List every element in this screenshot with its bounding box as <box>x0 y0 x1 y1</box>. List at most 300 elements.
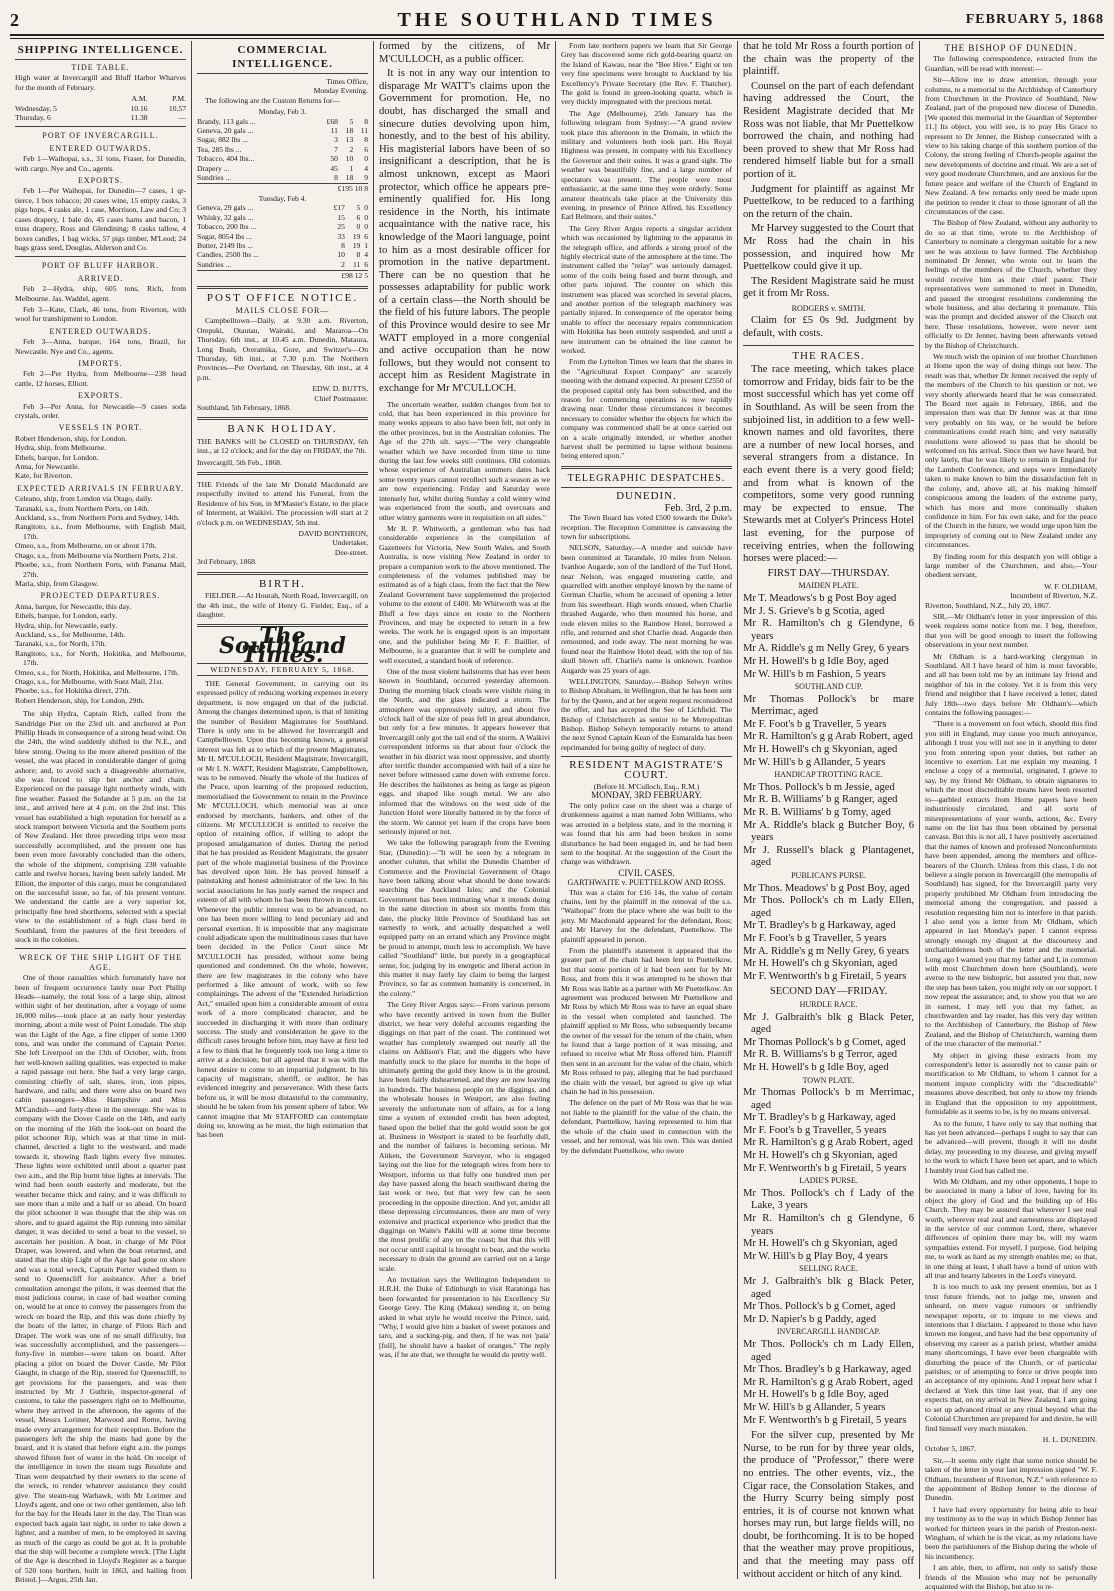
item: Tobacco, 200 lbs ... <box>197 222 257 232</box>
race-entry: Mr T. Meadows's b g Post Boy aged <box>743 592 897 604</box>
race-entry: Mr R. B. Williams' b g Tomy, aged <box>743 807 891 819</box>
race-entry: Mr Thos. Pollock's b g Comet, aged <box>743 1301 896 1313</box>
signature: EDW. D. BUTTS, <box>312 384 368 394</box>
pounds: 7 <box>334 144 338 154</box>
section-subtitle: VESSELS IN PORT. <box>58 423 143 433</box>
item: Geneva, 20 gals ... <box>197 126 254 136</box>
divider <box>197 572 368 575</box>
race-entries <box>743 593 914 681</box>
shillings: 13 <box>345 135 354 145</box>
article-paragraph: From late northern papers we learn that Sir George Grey has discovered some rich gold-bearing quartz on the Island of Kawau, near the "Bee Hive." Eight or ten very fine specimens were brought to Auckland by his Excellency's Private Secretary (the Rev. F. Thatcher). The gold is found in green-looking quartz, which is very thickly impregnated with the precious metal. <box>561 41 732 107</box>
section-subtitle: IMPORTS. <box>78 358 123 368</box>
column-editorial-notes <box>374 41 556 1579</box>
list-item: Robert Henderson, ship, for London, 29th. <box>15 695 145 705</box>
birth-title: BIRTH. <box>258 577 307 590</box>
bank-holiday-title: BANK HOLIDAY. <box>227 423 338 436</box>
section-title: PORT OF INVERCARGILL. <box>42 131 159 141</box>
article-paragraph: From the Lyttelton Times we learn that the shares in the "Agricultural Export Company" are scarcely meeting with the demand expected. At present £2550 of the proposed capital only has been subscribed, and the reason for commencing operations is now rapidly drawing near. Under these circumstances it becomes necessary to consider whether the objects for which the company was commenced shall be at once carried out on a scale originally intended, or whether another harvest shall be permitted to lapse without business being entered upon." <box>561 357 732 461</box>
list-item: Omeo, s.s., from Melbourne, on or about 17th. <box>15 541 157 551</box>
race-entry: Mr R. Hamilton's g g Arab Robert, aged <box>743 1376 913 1388</box>
list-item: Ethels, barque, for London. <box>15 452 99 462</box>
dateline-city: DUNEDIN. <box>616 490 677 503</box>
letter-paragraph: SIR,—Mr Oldham's letter in your impression of this week requires some notice from me. I beg, therefore, that you will be good enough to insert the following observations in your next number. <box>925 611 1097 650</box>
race-entry: Mr Thomas Pollock's br mare Merrimac, aged <box>743 693 914 718</box>
divider <box>15 126 186 127</box>
race-entry: Mr J. S. Grieve's b g Scotia, aged <box>743 605 885 617</box>
case-title: GARTHWAITE v. PUETTELKOW AND ROSS. <box>567 878 726 888</box>
section-subtitle: EXPORTS. <box>77 391 124 401</box>
letter-paragraph: I have had every opportunity for being able to bear my testimony as to the way in which Bishop Jenner has worked for thirteen years in the parish of Preston-next-Wingham, of which he is the vicar, as my relations have been the parishioners of the Bishop during the whole of his incumbency. <box>925 1504 1097 1561</box>
race-day: SECOND DAY—FRIDAY. <box>769 986 888 998</box>
wreck-title: WRECK OF THE SHIP LIGHT OF THE AGE. <box>18 953 183 972</box>
signature-title: Incumbent of Riverton, N.Z. <box>1010 591 1097 601</box>
letter-date: October 5, 1867. <box>925 1444 977 1454</box>
table-row <box>197 222 368 231</box>
letter-paragraph: The following correspondence, extracted from the Guardian, will be read with interest:— <box>925 54 1097 73</box>
race-entry: Mr R. Hamilton's ch g Glendyne, 6 years <box>743 618 914 642</box>
race-entry: Mr F. Foot's b g Traveller, 5 years <box>743 1124 887 1136</box>
section-subtitle: EXPORTS. <box>77 176 124 186</box>
letter-paragraph: I am able, then, to affirm, not only to satisfy those friends of the Mission who may not be personally acquainted with the Bishop, but also to re- <box>925 1563 1097 1591</box>
returns-total: £98 12 5 <box>197 270 368 280</box>
shillings: 5 <box>356 203 361 213</box>
shipping-entry: Feb 3—Anna, barque, 164 tons, Brazil, for Newcastle. Nye and Co., agents. <box>15 337 186 356</box>
list-item: Maria, ship, from Glasgow. <box>15 578 99 588</box>
article-paragraph: An invitation says the Wellington Independent to H.R.H. the Duke of Edinburgh to visit Raratonga has been forwarded for presentation to his Excellency Sir George Grey. The King (Makea) sending it, on being asked in what style he would receive the Prince, said, "Why, I would give him a basket of sweet potatoes and taro, and a sucking-pig, and then, if he was not 'paia' [full], he should have a basket of oranges." The reply was, if he ate that, we thought he would do pretty well. <box>379 1275 550 1360</box>
race-entry: Mr Thos. Pollock's ch m Lady Ellen, aged <box>743 895 914 919</box>
table-row <box>197 164 368 173</box>
divider <box>197 417 368 420</box>
returns-day: Tuesday, Feb 4. <box>258 193 307 203</box>
letter-paragraph: As to the future, I have only to say that nothing that has yet been advanced—perhaps I ought to say that can be advanced—will prevent, though it will no doubt delay, my proceeding to my diocese, and giving myself to the work to which I have been set apart, and to which I humbly trust God has called me. <box>925 1118 1097 1175</box>
race-entry: Mr R. Hamilton's ch g Glendyne, 6 years <box>743 1213 914 1237</box>
pence: 0 <box>364 203 368 213</box>
item: Tobacco, 404 lbs... <box>197 154 255 164</box>
court-text: Claim for £5 0s 9d. Judgment by default, with costs. <box>743 315 914 340</box>
letter-paragraph: Mr Oldham is a hard-working clergyman in Southland. All I have heard of him is most favorable, and all has been told me by an intimate lay friend and neighbor of his in the colony. Yet it is from this very friend and neighbor that I have received a letter, dated July 18th—two days before Mr Oldham's—which contains the following passages:— <box>925 651 1097 718</box>
race-entry: Mr F. Wentworth's b g Firetail, 5 years <box>743 1414 907 1426</box>
pounds: 45 <box>330 163 338 173</box>
pence: 6 <box>364 144 368 154</box>
court-text: This was a claim for £16 14s, the value of certain chains, lent by the plaintiff in the removal of the s.s. "Waihopai" from the place where she was built to the jetty. Mr Macdonald appeared for the defendant, Ross; and Mr Harvey for the defendant, Puettelkow. The plaintiff appeared in person. <box>561 887 732 944</box>
dateline-date: Feb. 3rd, 2 p.m. <box>664 502 732 514</box>
masthead <box>10 8 1104 36</box>
table-row <box>197 135 368 144</box>
table-row <box>197 117 368 126</box>
list-item: Otago, s.s., from Melbourne via Northern Ports, 21st. <box>15 550 178 560</box>
court-title: RESIDENT MAGISTRATE'S COURT. <box>569 759 724 781</box>
letter-date: Riverton, Southland, N.Z., July 20, 1867. <box>925 600 1051 610</box>
race-entry: Mr F. Foot's b g Traveller, 5 years <box>743 932 887 944</box>
signature: DAVID BONTHRON, <box>298 529 368 539</box>
shillings: 19 <box>352 231 361 241</box>
race-entry: Mr Thos. Pollock's ch f Lady of the Lake, 3 years <box>743 1187 914 1212</box>
tide-row <box>15 104 186 113</box>
office-line: Times Office, <box>326 77 368 86</box>
letter-paragraph: My object in giving these extracts from my correspondent's letter is assuredly not to cause pain or mortification to Mr Oldham, to whom I cannot for a moment impute complicity with the "discreditable" measures above described, but only to show my friends in England that the opposition to my appointment, formidable as it seems to be, is by no means universal. <box>925 1050 1097 1117</box>
race-entry: Mr H. Howell's b g Idle Boy, aged <box>743 655 889 667</box>
section-subtitle: ENTERED OUTWARDS. <box>49 143 152 153</box>
race-name: INVERCARGILL HANDICAP. <box>776 1327 881 1337</box>
signature-address: Dee-street. <box>334 547 368 557</box>
race-entry: Mr A. Riddle's black g Butcher Boy, 6 years <box>743 819 914 844</box>
race-entries <box>743 1188 914 1264</box>
article-paragraph: Mr R. P. Whitworth, a gentleman who has had considerable experience in the compilation of Gazetteers for Victoria, New South Wales, and South Australia, is now visiting New Zealand in order to prepare a companion work to the above mentioned. The completeness of the volumes published may be estimated as of a high class, from the fact that the New Zealand Government have supplemented the projected volume to the extent of £400. Mr Whitworth was at the Bluff a few days since en route to the Northern Provinces, and may be expected to return in a few weeks. The work he is engaged upon is an important one, and the publisher being Mr F. F. Baillier, of Melbourne, is a guarantee that it will be complete and well executed, a standard book of reference. <box>379 523 550 665</box>
item: Whisky, 32 gals ... <box>197 212 254 222</box>
pence: 4 <box>364 250 368 260</box>
signature-title: Chief Postmaster. <box>314 393 368 403</box>
race-entry: Mr H. Howell's ch g Skyonian, aged <box>743 744 898 756</box>
court-text: Judgment for plaintiff as against Mr Puettelkow, to be reduced to a farthing on the return of the chain. <box>743 183 914 220</box>
table-row <box>197 241 368 250</box>
list-item: Anna, for Newcastle. <box>15 462 80 472</box>
race-entry: Mr Thos. Pollock's ch m Lady Ellen, aged <box>743 1338 914 1363</box>
shipping-entry: Feb 3—Per Anna, for Newcastle—9 cases soda crystals, order. <box>15 401 186 420</box>
list-item: Robert Henderson, ship, for London. <box>15 433 127 443</box>
race-name: HURDLE RACE. <box>799 999 858 1009</box>
pence: 9 <box>364 173 368 183</box>
office-time: Monday Evening. <box>313 86 368 96</box>
race-entry: Mr W. Hill's b m Fashion, 5 years <box>743 668 886 680</box>
pounds: 3 <box>334 135 338 145</box>
columns <box>10 41 1104 1591</box>
race-entry: Mr J. Russell's black g Plantagenet, aged <box>743 844 914 869</box>
shillings: 1 <box>349 163 354 173</box>
race-entry: Mr F. Wentworth's b g Firetail, 5 years <box>743 970 907 982</box>
article-paragraph: The Grey River Argus reports a singular accident which was occasioned by lightning to the apparatus in the telegraph office, and affords a strong proof of the highly electrical state of the atmosphere at the time. The instrument called the "relay" was seriously damaged, some of the coils being fused and burnt through, and other parts injured. The counter on which this instrument was placed was scorched in several places, and another portion of the telegraph machinery was partially injured. In consequence of the operator being unable to effect the necessary repairs communication with Hokitika has been entirely suspended, and until a new instrument can be obtained the line cannot be worked. <box>561 223 732 355</box>
vessel-list <box>15 434 186 481</box>
issue-date: FEBRUARY 5, 1868 <box>965 12 1104 27</box>
commercial-heading: COMMERCIAL INTELLIGENCE. <box>197 41 368 74</box>
race-entry: Mr H. Howell's ch g Skyonian, aged <box>743 1238 898 1250</box>
race-entry: Mr Thos. Meadows' b g Post Boy, aged <box>743 882 910 894</box>
pence: 0 <box>364 212 368 222</box>
divider <box>15 948 186 949</box>
pounds: 2 <box>341 259 345 269</box>
returns-total: £195 10 8 <box>197 183 368 193</box>
pence: 4 <box>364 163 368 173</box>
birth-notice: FIELDER.—At Hourah, North Road, Invercargill, on the 4th inst., the wife of Henry G. Fielder, Esq., of a daughter. <box>197 591 368 619</box>
newspaper-title: THE SOUTHLAND TIMES <box>397 9 717 31</box>
divider <box>197 472 368 475</box>
hydra-article: The ship Hydra, Captain Rich, called from the Sandridge Pier on the 23rd ult. and anchored at Port Phillip Heads in consequence of a strong head wind. On the 24th, the wind suddenly shifted to the N.E., and blew strong. Owing to the more altered position of the vessel, she was placed in considerable danger of going ashore; and, to avoid such a disagreeable alternative, she was forced to slip her anchor and chain. Experienced on the passage light northerly winds, with fine weather. Passed the Solander at 5 p.m. on the 1st inst., and arrived here at 4 p.m. on the 2nd inst. This vessel has established a high reputation for herself as a stock transport between Victoria and the Southern ports of New Zealand. Her three preceding trips were most successfully accomplished, and the present one has been even more favorably concluded than the others, the whole of the shipment, comprising 238 valuable cattle and twelve horses, having been safely landed. Mr Elliott, the importer of this cargo, must be congratulated on the successful issue, so far, of his present venture. We understand the cattle are a very superior lot, principally fine bred shorthorns, selected with a special view to the establishment of a high class herd in Southland, from the pastures of the first breeders of stock in the colonies. <box>15 709 186 944</box>
table-row <box>197 203 368 212</box>
table-row <box>197 213 368 222</box>
list-item: Auckland, s.s., for Melbourne, 14th. <box>15 629 126 639</box>
projected-list <box>15 602 186 705</box>
tide-note: High water at Invercargill and Bluff Harbor Wharves for the month of February. <box>15 73 186 92</box>
column-commercial <box>192 41 374 1579</box>
signature-title: Undertaker, <box>332 538 368 548</box>
list-item: Phoebe, s.s., for Hokitika direct, 27th. <box>15 686 131 696</box>
section-subtitle: ENTERED OUTWARDS. <box>49 326 152 336</box>
pence: 0 <box>364 154 368 164</box>
divider <box>561 487 732 488</box>
letter-paragraph: It is too much to ask my present enemies, but as I trust future friends, not to judge me, unseen and unheard, on mere vague rumours or unfriendly newspaper reports, or to impute to me views and intentions that I disclaim. I appeared to those who have known me longest, and have had the best opportunity of observing my career as a parish priest, whether amidst many shortcomings, I have ever been chargeable with disturbing the peace of the Church, or of particular parishes; or of attempting to force or drive people into an acceptance of my opinions. And I repeat here what I declared at York this time last year, that if any one expects that, on my arrival in New Zealand, I am going to set up advanced ritual or any ritual beyond what the Colonial Churchmen are prepared for and desire, he will find himself very much mistaken. <box>925 1282 1097 1433</box>
pounds: 10 <box>337 250 345 260</box>
article-paragraph: The Grey River Argus says:—From various persons who have recently arrived in town from the Buller district, we hear very doleful accounts regarding the diggings on that part of the coast. The continued wet weather has completely swamped out nearly all the claims on Addison's Flat; and the diggers who have manfully stuck to the place for months in the hope of ultimately getting the gold they know is in the ground, have been fairly disheartened, and they are now leaving in hundreds. The business people on the diggings, and the wholesale houses in Westport, are also feeling severely the unfortunate turn of affairs, as for a long time a system of extended credit has been adopted, based upon the belief that the gold would soon be got at. Business in Westport is stated to be fearfully dull, and the number of failures is becoming serious. Mr Aitken, the Government Surveyor, who is engaged laying out the line for the telegraph wires from here to Westport, informs us that fully one hundred men per day have passed along the beach southward during the last week or two, but that very few can be seen proceeding in the opposite direction. And yet, amidst all these depressing circumstances, there are men of very extensive and practical experience who predict that the diggings on Waite's Pakihi will at some time become the most prolific of any on the coast; but that this will not occur until capital is brought to bear, and the works necessary to drain the ground are carried out on a large scale. <box>379 1000 550 1273</box>
tide-day: Thursday, 6 <box>15 113 51 123</box>
section-subtitle: ARRIVED. <box>77 273 124 283</box>
article-paragraph: formed by the citizens, of Mr M'CULLOCH, as a public officer. <box>379 41 550 65</box>
race-entry: Mr R. Hamilton's g g Arab Robert, aged <box>743 1137 913 1149</box>
shipping-entry: Feb 2—Hydra, ship, 605 tons, Rich, from Melbourne. Jas. Waddel, agent. <box>15 284 186 303</box>
shillings: 8 <box>356 250 361 260</box>
bank-holiday-notice: THE BANKS will be CLOSED on THURSDAY, 6th inst., at 12 o'clock; and for the day on FRIDAY, the 7th. <box>197 436 368 456</box>
article-paragraph: We take the following paragraph from the Evening Star, (Dunedin):—"It will be seen by a telegram in another column, that whilst the Dunedin Chamber of Commerce and the Provincial Government of Otago have been talking about what should be done towards searching the Auckland Isles; and the Colonial Government has been intimating what it intends doing in the same direction in about six months from this date, the plucky little Province of Southland has set earnestly to work, and actually despatched a well equipped party on an errand which any Province might be proud to attempt, much less to accomplish. We have called "Southland" little, but purely in a geographical sense, for, judging by its energetic and liberal action in this matter it may fairly lay claim to being the largest Province, so far as common humanity is concerned, in the colony." <box>379 838 550 998</box>
editorial-flag: The Southland Times. <box>219 623 346 669</box>
race-entry: Mr F. Foot's b g Traveller, 5 years <box>743 718 887 730</box>
article-paragraph: One of the most violent hailstorms that has ever been known in Southland, occurred yesterday afternoon. During the morning black clouds were visible rising in the North, and the glass indicated a storm. The atmosphere was oppressively sultry, and about five o'clock hail of the size of peas fell in great abundance, but only for a few minutes. It appears however that Invercargill only got the tail end of the storm. A Waikivi correspondent informs us that about four o'clock the weather in his district was most oppressive, and shortly after terrific thunder accompanied with hail of a size he never before witnessed came down with extreme force. He describes the hailstones as being as large as pigeon eggs, and shaped like rough metal. We are also informed that the windows on the west side of the Junction Hotel were literally battered in by the force of the storm. We cannot yet learn if the crops have been seriously injured or not. <box>379 667 550 836</box>
race-entry: Mr W. Hill's b g Allander, 5 years <box>743 756 886 768</box>
race-entry: Mr W. Hill's b g Play Boy, 4 years <box>743 1250 888 1262</box>
tide-pm: 10.57 <box>168 103 186 113</box>
column-news <box>556 41 738 1579</box>
shillings: 2 <box>349 144 354 154</box>
races-closing: For the silver cup, presented by Mr Nurse, to be run for by three year olds, the produce of "Professor," there were no entries. The other events, viz., the Cigar race, the Consolation Stakes, and the Hurry Scurry being simply post entries, it is of course not known what horses may run, but large fields will, no doubt, be forthcoming. It is to be hoped that the weather may prove propitious, and that the meeting may pass off without accident or hitch of any kind. <box>743 1430 914 1580</box>
race-name: SOUTHLAND CUP. <box>794 682 863 692</box>
tide-am: 10.16 <box>130 103 148 113</box>
pounds: 25 <box>337 222 345 232</box>
race-entry: Mr A. Riddle's g m Nelly Grey, 6 years <box>743 643 909 655</box>
court-before: (Before H. M'Culloch, Esq., R.M.) <box>593 782 700 792</box>
bishop-heading: THE BISHOP OF DUNEDIN. <box>944 43 1078 53</box>
pounds: 8 <box>341 240 345 250</box>
race-entry: Mr Thomas Pollock's b m Merrimac, aged <box>743 1087 914 1111</box>
pence: 8 <box>364 135 368 145</box>
shillings: 11 <box>352 259 361 269</box>
races-title: THE RACES. <box>792 349 865 362</box>
race-entries <box>743 1276 914 1326</box>
telegraphic-title: TELEGRAPHIC DESPATCHES. <box>567 472 726 484</box>
civil-cases: CIVIL CASES. <box>618 867 675 878</box>
shipping-entry: Feb 3—Kate, Clark, 46 tons, from Riverton, with wool for transhipment to London. <box>15 304 186 324</box>
item: Sugar, 882 lbs ... <box>197 135 248 145</box>
editorial-date: WEDNESDAY, FEBRUARY 5, 1868. <box>197 663 368 676</box>
list-item: Auckland, s.s., from Northern Ports and Sydney, 14th. <box>15 513 180 523</box>
pounds: 33 <box>337 231 345 241</box>
item: Candles, 2500 lbs ... <box>197 250 259 260</box>
section-title: PORT OF BLUFF HARBOR. <box>41 261 160 271</box>
returns-day: Monday, Feb 3. <box>258 107 307 117</box>
shillings: 0 <box>356 222 361 232</box>
funeral-notice: THE Friends of the late Mr Donald Macdonald are respectfully invited to attend his Funeral, from the Residence of his Son, in M'Master's Estate, to the place of Interment, at Waikivi. The procession will start at 2 o'clock p.m. on WEDNESDAY, 5th inst. <box>197 480 368 527</box>
masthead-rule <box>10 38 1104 39</box>
shipping-entry: Feb 1—Per Waihopai, for Dunedin—7 cases, 1 qr-tierce, 1 box tobacco; 20 cases wine, 15 empty casks, 3 pigs hops, 4 casks ale, 1 case, Morrison, Law and Co; 3 cases drapery, 1 bale do, 45 cases hams and bacon, 1 truss drapery, Ross and Glendining; 8 casks tallow, 4 boxes candles, 1 bag wicks, 57 pigs timber, M'Leod; 24 bags grass seed, Douglas, Alderson and Co. <box>15 186 186 252</box>
expected-list <box>15 494 186 588</box>
letter-paragraph: Sir—Allow me to draw attention, through your columns, to a memorial to the Archbishop of Canterbury from Churchmen in the Province of Southland, New Zealand, part of the proposed new diocese of Dunedin. [We quoted this memorial in the Guardian of September 11.] Its object, you will see, is to pray His Grace to represent to Dr Jenner, the Bishop consecrated with a view to his taking charge of this southern portion of the Colony, the strong feeling of Church-people against the new developments of doctrine and ritual. We are a set of very good moderate Churchmen, and are anxious for the future peace and welfare of the Church of England in New Zealand. A few remarks only need be made upon the petition to render it clear to those ignorant of all the circumstances of the case. <box>925 75 1097 216</box>
shipping-entry: Feb 2—Per Hydra, from Melbourne—238 head cattle, 12 horses, Elliott. <box>15 369 186 388</box>
case-title: RODGERS v. SMITH. <box>791 303 866 313</box>
race-entry: Mr J. Galbraith's blk g Black Peter, aged <box>743 1276 914 1300</box>
race-entry: Mr F. Wentworth's b g Firetail, 5 years <box>743 1162 907 1174</box>
pounds: £68 <box>326 116 338 126</box>
pence: 6 <box>364 231 368 241</box>
race-entries <box>743 1012 914 1075</box>
section-subtitle: PROJECTED DEPARTURES. <box>40 591 161 601</box>
tide-day: Wednesday, 5 <box>15 103 57 113</box>
divider <box>561 466 732 469</box>
divider <box>743 345 914 346</box>
list-item: Ethels, barque, for London, early. <box>15 611 117 621</box>
divider <box>197 286 368 289</box>
returns-note: The following are the Custom Returns for— <box>205 95 340 105</box>
article-paragraph: The uncertain weather, sudden changes from hot to cold, that has been experienced in this province for many weeks appears to also have been felt, not only in the other provinces, but in the Australian colonies. The Age of the 27th ult. says:—"The very changeable weather which we have recorded from time to time during the last few weeks still continues. Old colonists whose experience of Australian summers dates back some twenty years cannot recollect such a season as we are now experiencing. Friday and Saturday were intensely hot, whilst during Sunday a cold wintry wind was experienced from the south, and overcoats and other wintry garments were in requisition on all sides." <box>379 399 550 522</box>
article-paragraph: The Age (Melbourne), 25th January has the following telegram from Sydney:—"A grand review took place this afternoon in the Domain, in which the military and volunteers both took part. His Royal Highness was present, in company with his Excellency the Governor and their suites. It was a grand sight. The weather was beautifully fine, and a large number of spectators was present. The people were most enthusiastic, at the same time they were orderly. Some amateur theatricals take place at the University this evening, in presence of Prince Alfred, his Excellency Earl Belmore, and their suites." <box>561 108 732 222</box>
shillings: 18 <box>345 173 354 183</box>
race-entries <box>743 883 914 984</box>
letter-paragraph: We much wish the opinion of our brother Churchmen at Home upon the way of doing things out here. The result was that, whether Dr Jenner received the reply of the members of the Church to his question or not, we very shortly afterwards heard that he was consecrated. The Board met again in February, 1866, and the impression then was that Dr Jenner was at that time very probably on his way, or he would be before communications could reach him; and very naturally resolutions were allowed to pass that he should be welcomed on his arrival. Since then we have heard, but only lately, that he was likely to remain in England for the Lambeth Conference, and steps were immediately taken to make known to him the dissatisfaction felt in the colony, and, above all, at his making himself conspicuous among the leaders of the extreme party, which has more and more continually shaken confidence in him. For his own sake, and for the peace of the Church in the future, we would urge upon him the impropriety of coming out to New Zealand under any circumstances. <box>925 352 1097 550</box>
races-intro: The race meeting, which takes place tomorrow and Friday, bids fair to be the most successful which has yet come off in Southland. As will be seen from the subjoined list, in addition to a few well-known names and old favorites, there are a number of new local horses, and several strangers from a distance. In each event there is a very good field; and from what is known of the competitors, some very good running may be expected to ensue. The Stewards met at Colyer's Princess Hotel last evening, for the purpose of receiving entries, when the following horses were placed:— <box>743 364 914 565</box>
race-entry: Mr H. Howell's ch g Skyonian, aged <box>743 1150 898 1162</box>
tide-am-header: A.M. <box>131 94 148 104</box>
column-races <box>738 41 920 1579</box>
letter-paragraph: Sir,—It seems only right that some notice should be taken of the letter in your last impression signed "W. F. Oldham, Incumbent of Riverton, N.Z." with reference to the appointment of Bishop Jenner to the diocese of Dunedin. <box>925 1455 1097 1503</box>
shillings: 19 <box>352 240 361 250</box>
shipping-heading: SHIPPING INTELLIGENCE. <box>15 41 186 60</box>
list-item: Hydra, ship, from Melbourne. <box>15 443 107 453</box>
race-entries <box>743 694 914 770</box>
list-item: Anna, barque, for Newcastle, this day. <box>15 601 132 611</box>
item: Tea, 285 lbs ... <box>197 144 242 154</box>
race-entry: Mr H. Howell's ch g Skyonian, aged <box>743 958 898 970</box>
table-row <box>197 260 368 269</box>
race-entries <box>743 1087 914 1175</box>
telegram-text: The Town Board has voted £500 towards the Duke's reception. The Reception Committee is canvassing the town for subscriptions. <box>561 513 732 541</box>
article-paragraph: It is not in any way our intention to disparage Mr WATT's claims upon the Government for promotion. He, no doubt, has discharged the small and sinecure duties devolving upon him, honestly, and to the best of his ability. His magisterial labors have been of so insignificant a description, that he is almost unknown, except as Maori protector, which office he appears pre-eminently qualified for. His long residence in the North, his intimate acquaintance with the native race, his knowledge of the Maori language, point to him as a most desirable officer for promotion in the native department. There can be no question that he possesses adaptability for public work of a certain class—the North should be the field of his future labors. The people of this Province would desire to see Mr WATT employed in a more congenial and active occupation than he now follows, but they would not consent to accept him as Resident Magistrate in exchange for Mr M'CULLOCH. <box>379 68 550 395</box>
race-entry: Mr J. Galbraith's blk g Black Peter, aged <box>743 1011 914 1036</box>
tide-table-title: TIDE TABLE. <box>71 63 130 72</box>
shillings: 5 <box>349 116 354 126</box>
item: Drapery ... <box>197 163 230 173</box>
returns-table <box>197 117 368 183</box>
court-text: The only police case on the sheet was a charge of drunkenness against a man named John Williams, who was arrested in a helpless state, and in the morning it was found that his arm had been broken in some disturbance he had been engaged in, and he had been sent to the hospital. At the suggestion of the Court the charge was withdrawn. <box>561 800 732 867</box>
list-item: Phoebe, s.s., from Northern Ports, with Panama Mail, 27th. <box>15 560 186 579</box>
race-name: SELLING RACE. <box>799 1264 858 1274</box>
letter-paragraph: The Bishop of New Zealand, without any authority to do so at that time, wrote to the Archbishop of Canterbury to nominate a clergyman suitable for a new see he was anxious to have formed. The Archbishop nominated Dr Jenner, who wrote out to learn the feelings of the members of the Church, whether they would receive him as their chief pastor. Their representatives were summoned to meet in Dunedin, and passed the strongest resolutions condemning the whole business, and also declaring it premature. This was the prompt and decided answer of the Church out here. These resolutions, however, were never sent officially to Dr Jenner, having been afterwards vetoed by the Bishop of Christchurch. <box>925 218 1097 350</box>
table-row <box>197 173 368 182</box>
pounds: 15 <box>337 212 345 222</box>
item: Butter, 2149 lbs ... <box>197 240 254 250</box>
notice-date: 3rd February, 1868. <box>197 557 257 567</box>
tide-pm-header: P.M. <box>172 94 186 104</box>
list-item: Taranaki, s.s., for North, 17th. <box>15 639 107 649</box>
signature: H. L. DUNEDIN. <box>1042 1434 1097 1444</box>
tide-pm: — <box>178 113 186 123</box>
shillings: 18 <box>345 126 354 136</box>
race-entry: Mr D. Napier's b g Paddy, aged <box>743 1313 877 1325</box>
list-item: Rangitoto, s.s., for North, Hokitika, and Melbourne, 17th. <box>15 648 186 668</box>
race-entries <box>743 782 914 870</box>
editorial-text: THE General Government, in carrying out its expressed policy of reducing working expenses in every department, is now engaged on that of the judicial. Among the changes determined upon, is that of limiting the number of Resident Magistrates for Southland. There is only one to be allowed for Invercargill and Campbelltown. Upon this becoming known, a general interest was felt as to which of the present Magistrates, Mr H. M'CULLOCH, Resident Magistrate, Invercargill, or Mr I. N. WATT, Resident Magistrate, Campbelltown, was to be removed. Nearly the whole of the Justices of the Peace, upon learning of the proposed reduction, memorialised the Government to retain in the Province Mr M'CULLOCH, which memorial was at once endorsed by merchants, bankers, and other of the citizens. Mr M'CULLOCH is entitled to receive the option of retaining office, if willing to adopt the proposed amalgamation of duties. During the period that he has presided as Resident Magistrate, the greater part of the whole magisterial business of the Province has devolved upon him. He has proved himself a painstaking and honest administrator of the law. In his social associations he has justly earned the respect and esteem of all with whom he has been thrown in contact. Whenever the public interest was to be advanced, no one has been more willing to lend pecuniary aid and personal exertion. It is impossible that any magistrate could adjudicate upon the multitudinous cases that have been decided in the Police Court since Mr M'CULLOCH has presided, without some being questioned and condemned. On the whole, however, there are few magistrates in the colony who have performed a like amount of work, with so few complainings. The advent of the "Extended Jurisdiction Act," entailed upon him a considerable amount of extra work of a more complicated character, and he succeeded in discharging it with more than ordinary success. The study and consideration he gave to the difficult cases brought before him, may have at first led a few to think that he frequently took too long a time to arrive at a decision; but all agreed that it was with the honest desire to come to an impartial judgment. In his capacity of magistrate, sheriff, or auditor, he has evidenced integrity and perseverance. With these facts before us, it will be most distasteful to the community, should he be taken from his present sphere of labor. We cannot imagine that Mr STAFFORD can contemplate doing so, knowing as he must, the high estimation that has been <box>197 678 368 1140</box>
pence: 8 <box>364 116 368 126</box>
item: Geneva, 29 gals ... <box>197 203 254 213</box>
shipping-entry: Feb 1—Waihopai, s.s., 31 tons, Fraser, for Dunedin, with cargo. Nye and Co., agents. <box>15 154 186 173</box>
race-entry: Mr A. Riddle's g m Nelly Grey, 6 years <box>743 945 909 957</box>
race-name: LADIE'S PURSE. <box>799 1176 858 1186</box>
list-item: Celeano, ship, from London via Otago, daily. <box>15 494 153 504</box>
race-entry: Mr H. Howell's b g Idle Boy, aged <box>743 1061 889 1073</box>
tide-row <box>15 113 186 122</box>
signature: W. F. OLDHAM, <box>1044 581 1097 591</box>
court-text: The defence on the part of Mr Ross was that he was not liable to the plaintiff for the value of the chain, the defendant, Puettelkow, having represented to him that the whole of the chain used in connection with the vessel, and her removal, was his own. This was denied by the defendant Puettelkow, who swore <box>561 1098 732 1155</box>
race-entry: Mr R. B. Williams' b g Ranger, aged <box>743 794 898 806</box>
race-day: FIRST DAY—THURSDAY. <box>767 567 890 579</box>
letter-paragraph: With Mr Oldham, and my other opponents, I hope to be associated in many a labor of love, having for its object the glory of God and the building up of His Church. They may be assured that wherever I see real worth, wherever real zeal and earnestness are displayed in the service of our common Lord, there, whatever differences of opinion there may be, will my warm sympathies extend. For myself, I purpose, God helping me, to work as hard as my strength enables me; so that, in one thing at least, I shall have a bond of union with all true and hearty laborers in the Lord's vineyard. <box>925 1176 1097 1280</box>
pence: 0 <box>364 222 368 232</box>
race-entry: Mr H. Howell's b g Idle Boy, aged <box>743 1389 889 1401</box>
mails-subtitle: MAILS CLOSE FOR— <box>235 305 330 315</box>
shillings: 10 <box>345 154 354 164</box>
pence: 6 <box>364 259 368 269</box>
telegram-text: NELSON, Saturday.—A murder and suicide have been committed at Tarandale, 10 miles from Nelson. Ivanhoe Augarde, son of the landlord of the Turf Hotel, near Nelson, was engaged mustering cattle, and quarrelled with another employé known by the name of German Charlie, whom he accused of opening a letter from his sweetheart. High words ensued, when Charlie thrashed Augarde, who then mounted his horse, and rode eleven miles to the Rainbow Hotel, borrowed a rifle, and returned and shot Charlie dead. Augarde then remounted, and rode away. The next morning he was found near the Rainbow Hotel dead, with the top of his skull blown off. Charlie's name is unknown. Ivanhoe Augarde was 25 years of age. <box>561 543 732 675</box>
post-office-notice: Campbelltown—Daily, at 9.30 a.m. Riverton, Orepuki, Otautau, Wairaki, and Mararoa—On Thursday, 6th inst., at 10.45 a.m. Dunedin, Mataura, Long Bush, Oreramika, Gore, and Switzer's—On Thursday, 6th inst., at 7.30 p.m. The Northern Provinces—Per Overland, on Thursday, 6th inst., at 4 p.m. <box>197 316 368 382</box>
race-entry: Mr Thomas Pollock's b g Comet, aged <box>743 1036 906 1048</box>
item: Sugar, 8054 lbs ... <box>197 231 252 241</box>
divider <box>561 756 732 757</box>
letter-paragraph: By finding room for this despatch you will oblige a large number of the Churchmen, and also,—Your obedient servant, <box>925 551 1097 580</box>
race-entry: Mr Thos. Bradley's b g Harkaway, aged <box>743 1364 912 1376</box>
item: Brandy, 113 gals ... <box>197 116 256 126</box>
post-office-title: POST OFFICE NOTICE. <box>206 291 359 304</box>
wreck-article: One of those casualties which fortunately have not been of frequent occurrence lately near Port Phillip Heads—namely, the total loss of a large ship, almost within sight of her destination, after a voyage of some 16,000 miles—took place at an early hour yesterday morning, about a mile west of Point Lonsdale. The ship was the Light of the Age, a fine clipper of some 1300 tons, and was under the command of Captain Porter. She left Liverpool on the 13th of October, with, from her well-known sailing qualities, was expected to make a rapid passage out here. She had a very large cargo, consisting chiefly of salt, slates, iron, iron pipes, hardware, and rails; and there were also on board two cabin passengers—Miss Hampshire and Miss M'Candish—and forty-three in the steerage. She was in company with the Dover Castle on the 14th, and early on the morning of the 16th the look-out on board the pilot schooner Rip, which was at that time in mid-channel, descried a light to the westward, and made towards it, showing flash lights every five minutes. These lights were exhibited until about a quarter past two a.m., and the Rip burnt blue lights at intervals. The wind had been south easterly and moderate, but the weather became thick and rainy, and it was difficult to see more than a mile and a half or so ahead. On board the pilot schooner it was thought that the ship was on shore, and to guard against the Rip running into similar danger, it was decided to send a boat to the vessel, to ascertain her position. A boat, in charge of Mr Pilot Draper, was lowered, and when the boat returned, and stated that the ship Light of the Age had gone on shore and was a total wreck, Captain Porter wished them to send to Queenscliff for assistance. After a brief consultation amongst the pilots, it was deemed that the most judicious course, in case of bad weather coming on, would be at once to convey the passengers from the wreck on board the Rip, and this was done chiefly by the boats of the latter, in charge of Pilots Rich and Draper. The work was one of no small difficulty, but was successfully accomplished, and the passengers—forty-five in number—were taken on board. After placing a pilot on board the Dover Castle, Mr Pilot Gaught, in charge of the Rip, steered for Queenscliff, to get provisions for the passengers, and was then instructed by Mr J Guthrie, inspector-general of customs, to take the passengers right on to Melbourne, where they arrived in the afternoon, the agents of the vessel, Messrs Lorimer, Marwood and Rome, having made every arrangement for their reception. Before the passengers left the ship the masts had gone by the board, and it is stated that before eight a.m. the pumps showed fifteen feet of water in the hold. On receipt of the intelligence in town the steam tugs Resolute and Titan were despatched by their owners to the scene of the wreck, to render whatever assistance they could give. The steam-tug Warhawk, with Mr Lorimer and Lloyd's agent, and one or two other gentlemen, also left for the bay for the Heads later in the day. The Titan was expected back again last night, in order to take down a lighter, and a number of men, to be employed in saving as much of the cargo as could be got at. It is probable that the ship will become a complete wreck. [The Light of the Age is described in Lloyd's Register as a barque of 520 tons burthen, built in 1863, and hailing from Bristol.]—Argus, 25th Jan. <box>15 973 186 1585</box>
item: Sundries ... <box>197 259 232 269</box>
race-name: PUBLICAN'S PURSE. <box>791 871 866 880</box>
court-text: The Resident Magistrate said he must get it from Mr Ross. <box>743 275 914 300</box>
pounds: 11 <box>330 126 338 136</box>
pence: 1 <box>364 240 368 250</box>
pounds: 50 <box>330 154 338 164</box>
race-entry: Mr T. Bradley's b g Harkaway, aged <box>743 1112 896 1124</box>
list-item: Omeo, s.s., for North, Hokitika, and Melbourne, 17th. <box>15 667 179 677</box>
tide-am: 11.38 <box>130 113 148 123</box>
returns-table <box>197 203 368 269</box>
letter-paragraph: "There is a movement on foot which, should this find you still in England, may cause you much annoyance, although I trust you will not see in it anything to deter you from entering upon your duties, but rather an incentive to exertion. Let me explain my meaning. I enclose a copy of a memorial, originated, I grieve to say, by my friend Mr Oldham, to obtain signatures to which the most discreditable means have been resorted to—garbled extracts from Home papers have been industriously circulated, and all sorts of misrepresentations of your words, actions, &c. Every name on the list has thus been obtained by personal canvass. But this is not all, I have positively ascertained that the names of known and professed Nonconformists have been appended, among the members and office-bearers of the Church. Unless from this class, I do not believe a single person in Invercargill (the metropolis of Southland) has signed, for the Invercargill party very properly prohibited Mr Oldham from introducing the memorial among the congregation, and passed a resolution requesting him not to interfere in that parish. I also send you a letter from Mr Oldham, which appeared in last Monday's paper. I cannot express strongly enough my disgust at the discourtesy and uncharitableness both of the letter and the memorial. Long ago I warned you that my father and I, in common with most Churchmen down here (Southland), were averse to the new bishopric, but assured you that, now the step has been taken, you might rely on our support. I now repeat the assurance; and, to show you that we are in earnest, I may tell you that my father, as churchwarden and lay reader, has this very day written to the Archbishop of Canterbury, the Bishop of New Zealand, and the Bishop of Christchurch, warning them of the true character of the memorial." <box>925 719 1097 1049</box>
column-shipping <box>10 41 192 1585</box>
page-number: 2 <box>10 10 19 30</box>
list-item: Rangitoto, s.s., from Melbourne, with English Mail, 17th. <box>15 522 186 541</box>
court-text: Counsel on the part of each defendant having addressed the Court, the Resident Magistrate decided that Mr Ross was not liable, that Mr Puettelkow borrowed the chain, and nothing had been proved to shew that Mr Ross had rendered himself liable but for a small portion of it. <box>743 80 914 180</box>
race-entries <box>743 1339 914 1427</box>
tide-table <box>15 94 186 122</box>
table-row <box>197 126 368 135</box>
notice-date: Southland, 5th February, 1868. <box>197 403 291 412</box>
table-row <box>197 250 368 259</box>
court-text: From the plaintiff's statement it appeared that the greater part of the chain had been lent to Puettelkow, but that some portion of it had been sent for by Mr Ross, and from this it was attempted to be shown that Mr Ross was liable as a partner with Mr Puettelkow. An agreement was produced between Mr Puettelkow and Mr Ross by which Mr Ross was to have an equal share in the vessel when completed and launched. The plaintiff applied to Mr Ross, who subsequently became the owner of the vessel for the return of the chain, when he found that a large portion of it was missing, and refused to receive what Mr Ross offered him. Plaintiff then sent in an account for the value of the chain, which Mr Ross refused to pay, alleging that he had purchased the chain with the vessel, but agreed to give up what chain he had in his possession. <box>561 945 732 1097</box>
section-subtitle: EXPECTED ARRIVALS IN FEBRUARY. <box>16 483 185 493</box>
list-item: Hydra, ship, for Newcastle, early. <box>15 620 117 630</box>
divider <box>15 256 186 257</box>
list-item: Taranaki, s.s., from Northern Ports, on 14th. <box>15 503 150 513</box>
race-name: TOWN PLATE. <box>802 1075 855 1085</box>
race-name: HANDICAP TROTTING RACE. <box>774 770 883 780</box>
table-row <box>197 154 368 163</box>
shillings: 6 <box>356 212 361 222</box>
pounds: £17 <box>333 203 345 213</box>
list-item: Otago, s.s., for Melbourne, with Suez Mail, 21st. <box>15 676 164 686</box>
court-text: Mr Harvey suggested to the Court that Mr Ross had the chain in his possession, and inquired how Mr Puettelkow could give it up. <box>743 223 914 273</box>
list-item: Kate, for Riverton. <box>15 471 73 481</box>
race-entry: Mr T. Bradley's b g Harkaway, aged <box>743 920 896 932</box>
item: Sundries ... <box>197 173 232 183</box>
race-entry: Mr Thos. Pollock's b m Jessie, aged <box>743 781 895 793</box>
table-row <box>197 145 368 154</box>
pounds: 8 <box>334 173 338 183</box>
court-text: that he told Mr Ross a fourth portion of the chain was the property of the plaintiff. <box>743 41 914 78</box>
race-entry: Mr R. B. Williams's b g Terror, aged <box>743 1049 898 1061</box>
race-entry: Mr R. Hamilton's g g Arab Robert, aged <box>743 731 913 743</box>
pence: 11 <box>360 126 368 136</box>
